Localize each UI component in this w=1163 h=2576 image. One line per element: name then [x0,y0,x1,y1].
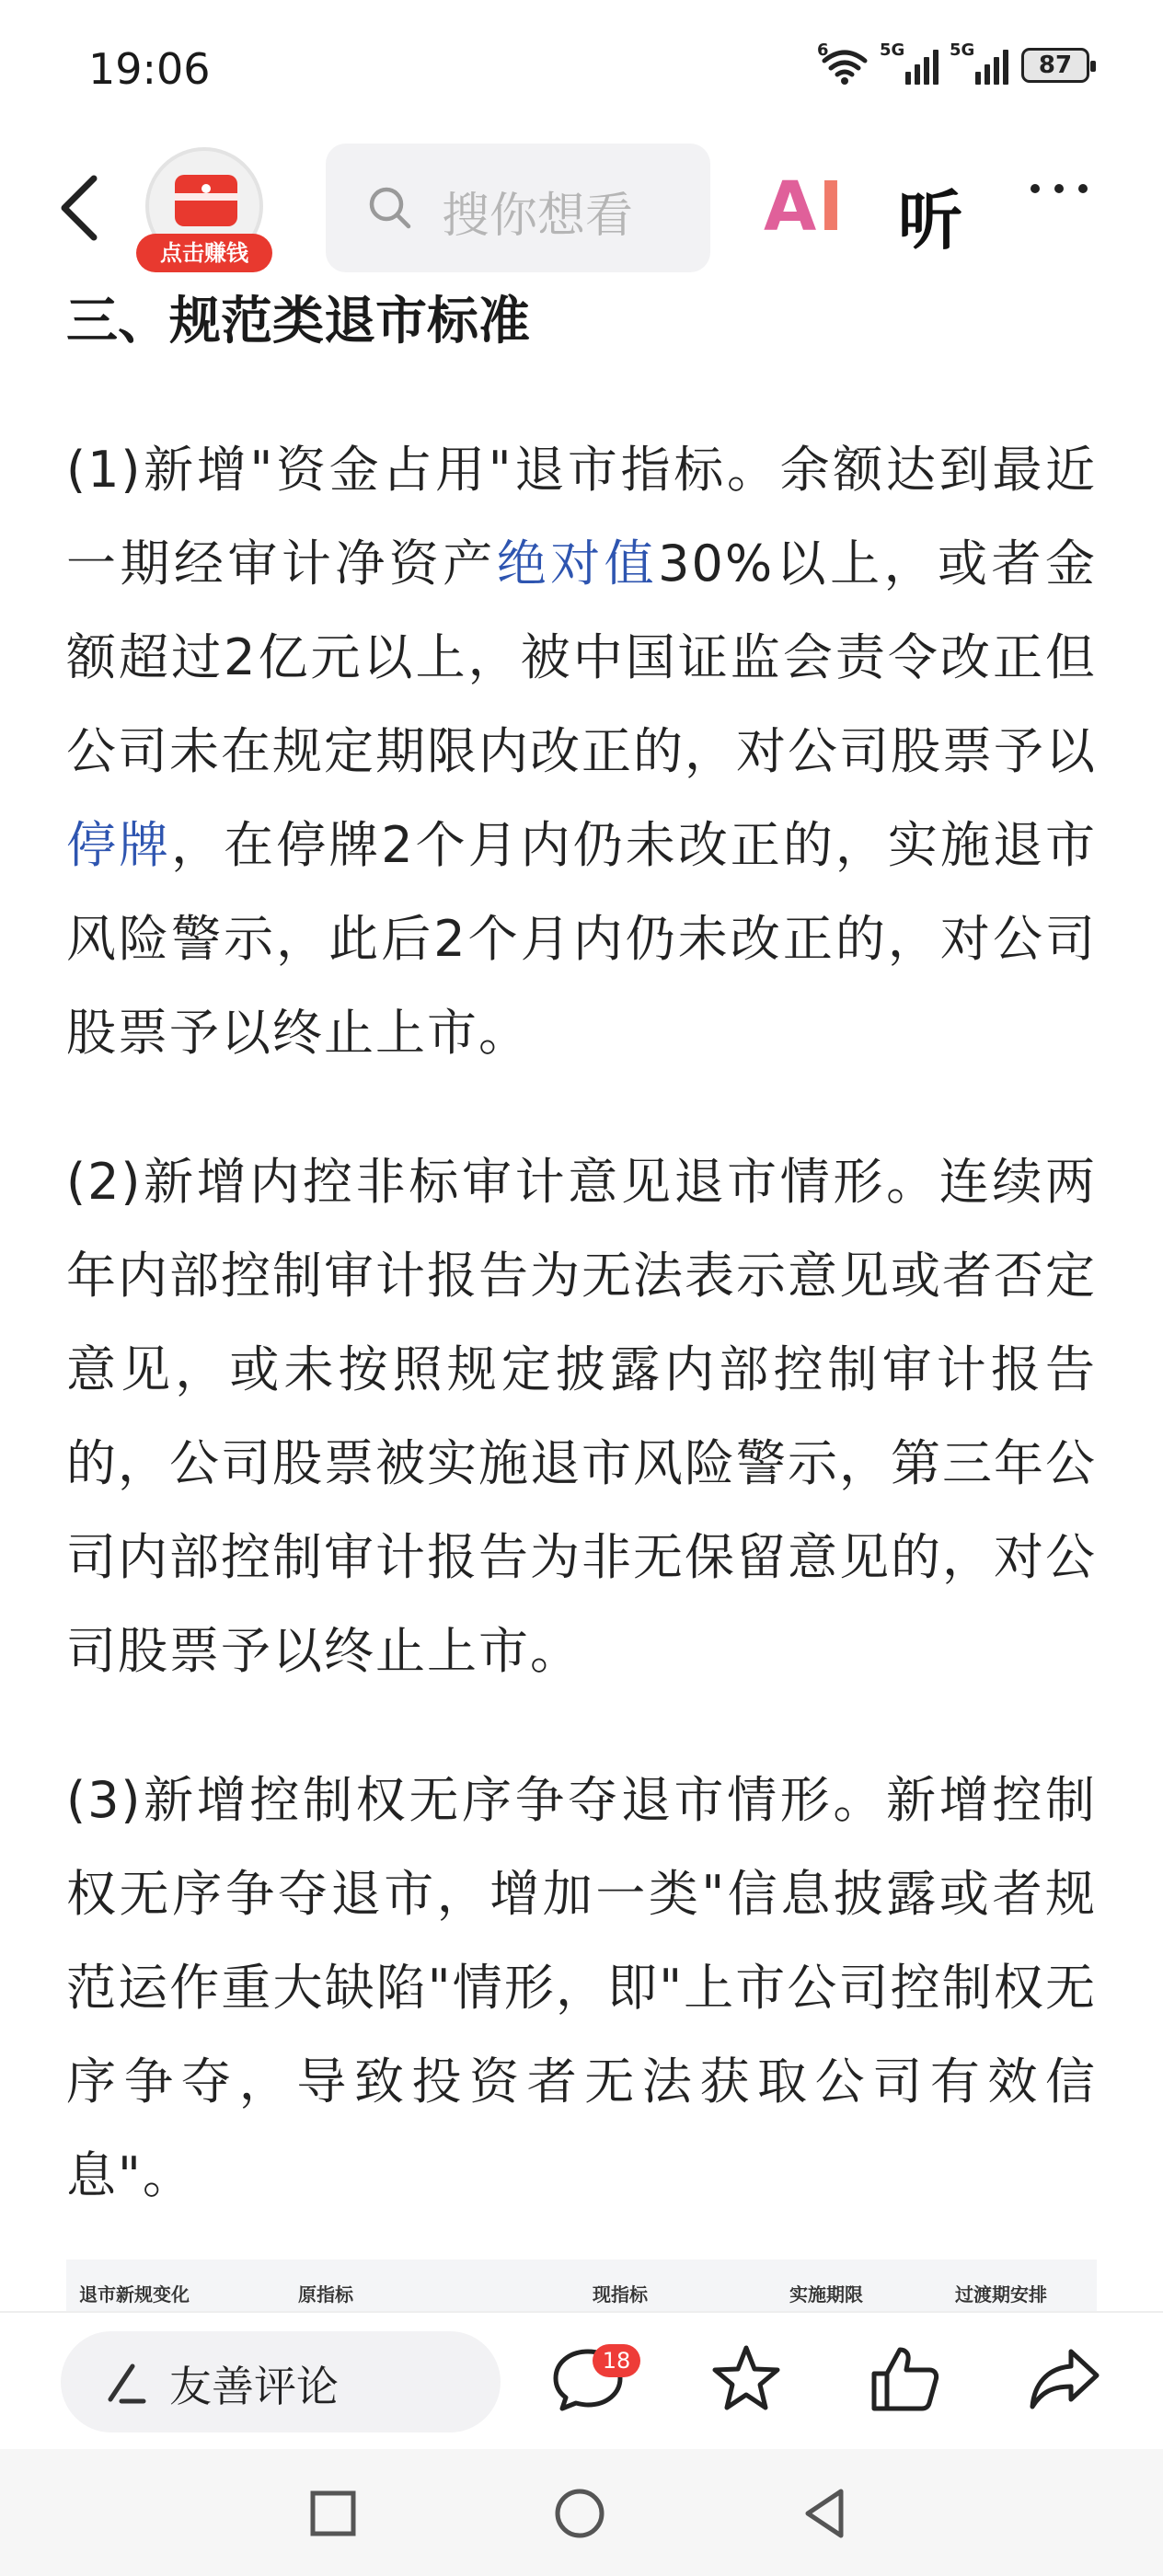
share-button[interactable] [1025,2339,1104,2418]
more-icon [1031,184,1040,193]
nav-bar [0,138,1163,276]
thumbs-up-icon [865,2339,944,2418]
signal-1-tag: 5G [880,40,905,60]
listen-button[interactable]: 听 [898,183,962,259]
system-navigation-bar [0,2449,1163,2576]
bottom-action-bar [0,2311,1163,2449]
article-body [66,276,1097,2223]
table-header-cell: 原指标 [298,2283,353,2306]
ai-button[interactable] [764,166,846,248]
star-icon [707,2339,786,2418]
table-header-cell: 退市新规变化 [79,2283,190,2306]
paragraph-1-part-3: ，在停牌2个月内仍未改正的，实施退市风险警示，此后2个月内仍未改正的，对公司股票予以终止上市。 [66,816,1098,1062]
table-header-cell: 实施期限 [789,2283,863,2306]
battery-icon [1021,48,1089,83]
recent-apps-button[interactable] [305,2486,361,2541]
back-button[interactable] [53,171,109,245]
search-icon [366,184,414,232]
earn-money-button[interactable] [140,147,278,276]
signal-1-icon [880,40,938,85]
table-header-cell: 过渡期安排 [955,2283,1047,2306]
section-heading: 三、规范类退市标准 [66,292,530,351]
more-button[interactable] [1031,184,1088,193]
favorite-button[interactable] [707,2339,786,2418]
table-image-preview[interactable] [66,2260,1097,2311]
system-back-button[interactable] [799,2486,854,2541]
link-absolute-value[interactable]: 绝对值 [496,535,659,592]
status-time: 19:06 [88,44,211,94]
paragraph-3: (3)新增控制权无序争夺退市情形。新增控制权无序争夺退市，增加一类"信息披露或者规范运作重大缺陷"情形，即"上市公司控制权无序争夺，导致投资者无法获取公司有效信息"。 [66,1771,1097,2204]
system-back-icon [799,2486,854,2541]
link-suspension[interactable]: 停牌 [66,816,172,874]
home-button[interactable] [552,2486,607,2541]
paragraph-1-part-1: (1)新增"资金占用"退市指标。余额达到最近一期经审计净资产 [66,441,1097,592]
ai-icon-a: A [764,167,819,247]
earn-money-label: 点击赚钱 [136,234,272,272]
search-placeholder: 搜你想看 [442,189,634,244]
like-button[interactable] [865,2339,944,2418]
battery-level: 87 [1038,52,1073,79]
paragraph-1-part-2: 30%以上，或者金额超过2亿元以上，被中国证监会责令改正但公司未在规定期限内改正的，对公司股票予以 [66,535,1097,780]
share-icon [1025,2339,1104,2418]
wifi-tag: 6 [817,40,829,60]
ai-icon-i: I [818,167,846,247]
back-arrow-icon [53,171,109,245]
signal-2-tag: 5G [950,40,975,60]
paragraph-1 [66,423,1097,1080]
comment-placeholder: 友善评论 [169,2362,339,2411]
wifi-icon [817,40,869,85]
home-icon [552,2486,607,2541]
comment-count-badge: 18 [593,2344,640,2377]
status-icons [817,40,1089,85]
table-header-cell: 现指标 [593,2283,648,2306]
paragraph-2: (2)新增内控非标审计意见退市情形。连续两年内部控制审计报告为无法表示意见或者否定意见，或未按照规定披露内部控制审计报告的，公司股票被实施退市风险警示，第三年公司内部控制审计报告为非无保留意见的，对公司股票予以终止上市。 [66,1153,1097,1680]
gift-icon [175,175,237,226]
status-bar [0,0,1163,138]
signal-2-icon [950,40,1008,85]
search-input[interactable] [326,144,710,272]
table-header-row [66,2260,1097,2306]
pen-icon [101,2359,149,2407]
comment-input[interactable] [61,2331,501,2432]
recent-apps-icon [305,2486,361,2541]
